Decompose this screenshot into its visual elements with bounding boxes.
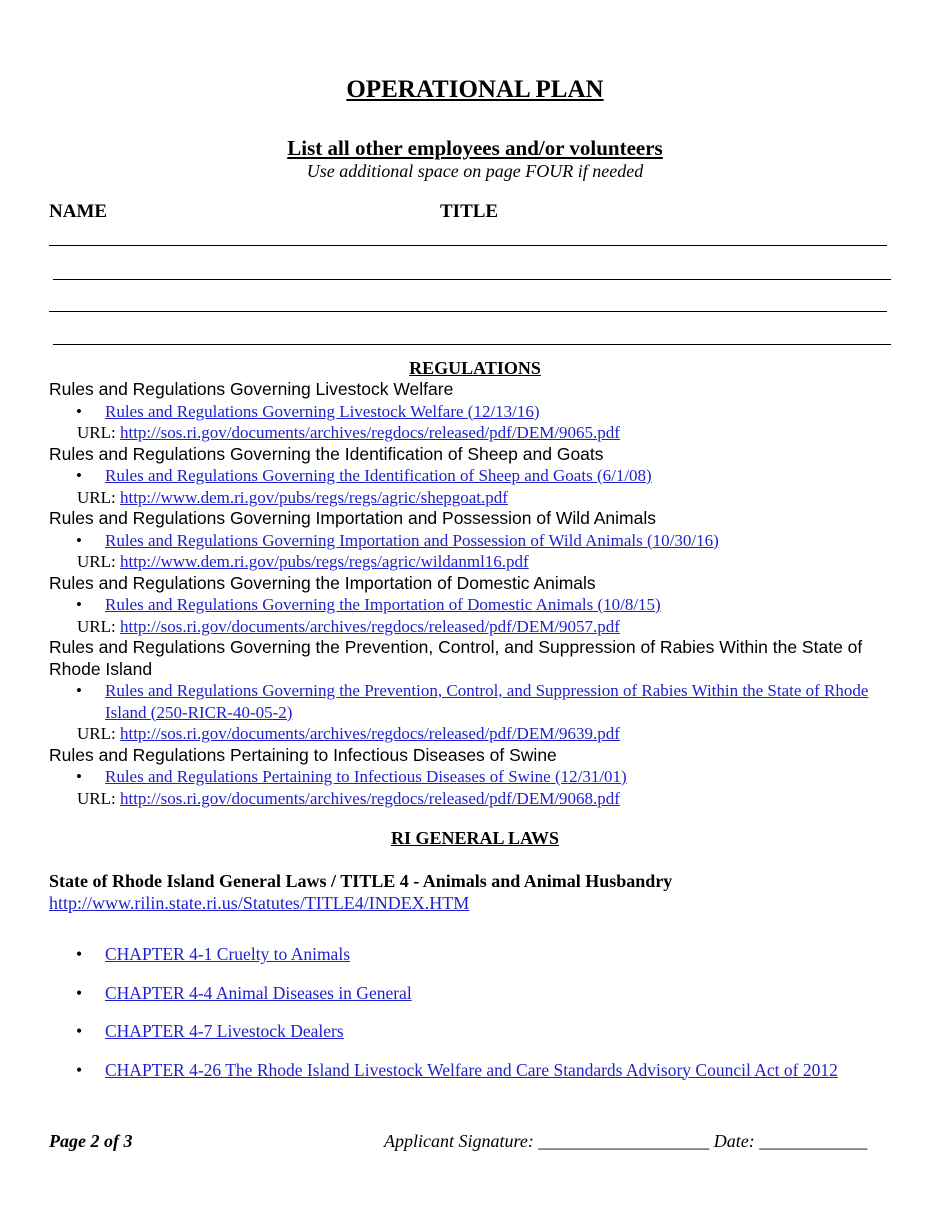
regulation-title: Rules and Regulations Governing Importation and Possession of Wild Animals [49,508,656,528]
page-title: OPERATIONAL PLAN [346,76,604,103]
chapter-link[interactable]: CHAPTER 4-4 Animal Diseases in General [105,982,412,1003]
regulation-entry [49,573,909,638]
regulation-url-line [49,551,909,573]
regulation-entry [49,637,909,745]
regulation-url-line [49,723,909,745]
instruction-note: Use additional space on page FOUR if needed [306,161,644,181]
regulation-link[interactable]: Rules and Regulations Governing the Identification of Sheep and Goats (6/1/08) [105,466,652,485]
regulation-title: Rules and Regulations Governing the Prevention, Control, and Suppression of Rabies Within the State of Rhode Island [49,637,863,679]
chapter-list [49,943,919,1097]
regulation-title: Rules and Regulations Governing the Importation of Domestic Animals [49,572,596,593]
entry-line-1[interactable] [49,245,887,246]
regulation-link[interactable]: Rules and Regulations Governing Importation and Possession of Wild Animals (10/30/16) [105,530,719,550]
chapter-item [49,1020,919,1059]
chapter-link[interactable]: CHAPTER 4-7 Livestock Dealers [105,1021,344,1041]
regulation-url[interactable]: http://sos.ri.gov/documents/archives/regdocs/released/pdf/DEM/9639.pdf [119,724,620,743]
regulation-entry [49,444,909,509]
regulation-link[interactable]: Rules and Regulations Governing Livestock Welfare (12/13/16) [105,401,540,421]
entry-line-3[interactable] [49,311,887,312]
chapter-item [49,982,919,1021]
url-label: URL: [77,423,116,442]
chapter-link[interactable]: CHAPTER 4-26 The Rhode Island Livestock Welfare and Care Standards Advisory Council Act of 2012 [105,1059,838,1080]
entry-line-2[interactable] [53,279,891,280]
regulation-link[interactable]: Rules and Regulations Governing the Importation of Domestic Animals (10/8/15) [105,595,661,614]
regulations-section [49,357,909,809]
page-number: Page 2 of 3 [49,1131,133,1151]
chapter-item [49,943,919,982]
regulation-bullet [105,465,909,487]
regulation-entry [49,745,909,810]
regulation-url-line [49,788,909,810]
section-subtitle: List all other employees and/or volunteers [287,136,663,160]
signature-date-line[interactable]: Applicant Signature: ___________________ Date: ____________ [384,1131,868,1151]
general-laws-title: State of Rhode Island General Laws / TITLE 4 - Animals and Animal Husbandry [49,871,673,891]
regulation-entry [49,508,909,573]
url-label: URL: [77,487,116,507]
regulation-link[interactable]: Rules and Regulations Pertaining to Infectious Diseases of Swine (12/31/01) [105,767,627,786]
regulation-title: Rules and Regulations Pertaining to Infectious Diseases of Swine [49,744,557,765]
general-laws-heading: RI GENERAL LAWS [390,828,560,848]
regulation-title: Rules and Regulations Governing the Identification of Sheep and Goats [49,443,604,464]
general-laws-url[interactable]: http://www.rilin.state.ri.us/Statutes/TITLE4/INDEX.HTM [49,893,470,913]
regulation-bullet [105,401,909,423]
url-label: URL: [77,724,116,743]
regulation-link[interactable]: Rules and Regulations Governing the Prevention, Control, and Suppression of Rabies Within the State of Rhode Island (250-RICR-40-05-2) [105,681,869,722]
url-label: URL: [77,788,116,808]
regulation-entry [49,379,909,444]
regulation-url-line [49,422,909,444]
regulation-url[interactable]: http://www.dem.ri.gov/pubs/regs/regs/agric/shepgoat.pdf [119,487,508,507]
url-label: URL: [77,616,116,636]
regulations-heading: REGULATIONS [409,358,541,378]
regulation-url[interactable]: http://www.dem.ri.gov/pubs/regs/regs/agric/wildanml16.pdf [119,552,529,571]
regulation-bullet [105,680,909,723]
regulation-url-line [49,487,909,509]
regulation-url-line [49,616,909,638]
chapter-link[interactable]: CHAPTER 4-1 Cruelty to Animals [105,944,350,964]
regulation-url[interactable]: http://sos.ri.gov/documents/archives/regdocs/released/pdf/DEM/9068.pdf [119,788,620,808]
regulation-url[interactable]: http://sos.ri.gov/documents/archives/regdocs/released/pdf/DEM/9065.pdf [119,423,620,442]
title-column-header: TITLE [440,201,499,222]
url-label: URL: [77,552,116,571]
regulation-url[interactable]: http://sos.ri.gov/documents/archives/regdocs/released/pdf/DEM/9057.pdf [119,616,620,636]
name-column-header: NAME [49,201,108,222]
regulation-bullet [105,594,909,616]
regulation-bullet [105,530,909,552]
chapter-item [49,1059,919,1098]
regulation-bullet [105,766,909,788]
entry-line-4[interactable] [53,344,891,345]
regulation-title: Rules and Regulations Governing Livestock Welfare [49,379,454,399]
